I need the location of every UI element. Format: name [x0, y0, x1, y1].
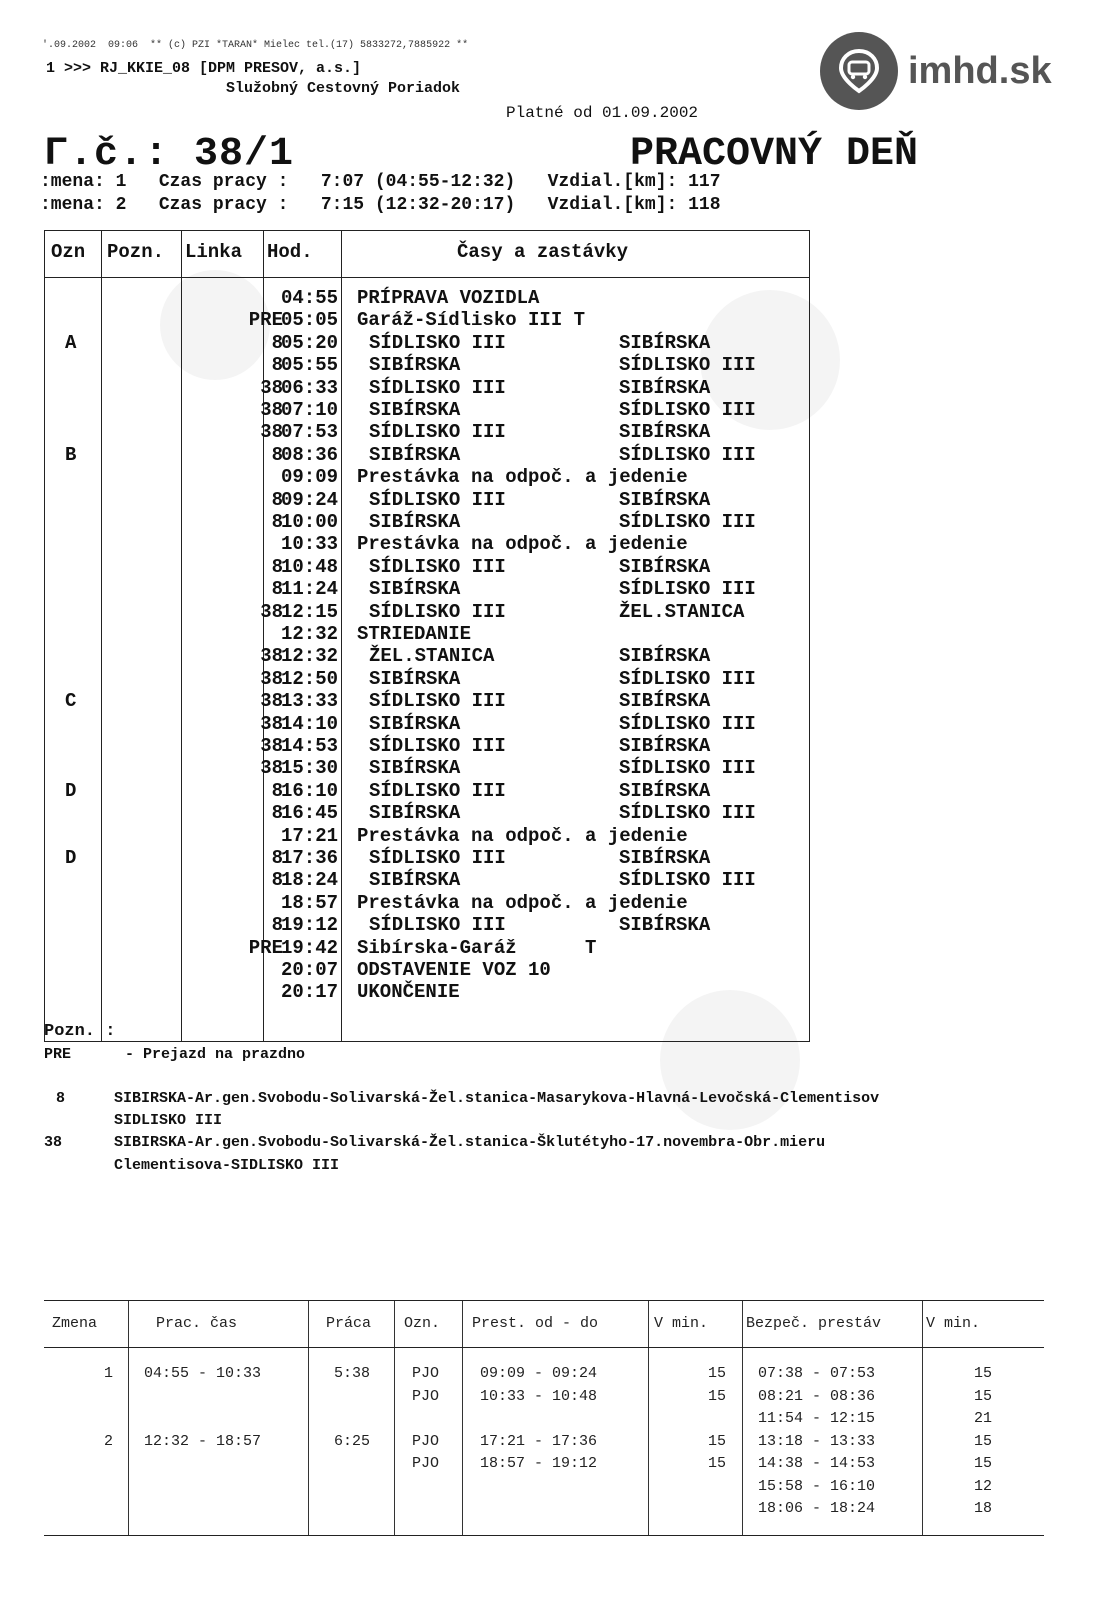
summary-row	[44, 1455, 1044, 1478]
col-zmena: Zmena	[52, 1315, 98, 1332]
row-time: 17:21	[281, 824, 339, 847]
col-ozn2: Ozn.	[404, 1315, 441, 1332]
summary-row	[44, 1433, 1044, 1456]
row-time: 04:55	[281, 287, 339, 309]
row-from-stop: SIBÍRSKA	[369, 757, 461, 780]
row-line: 38	[260, 645, 283, 668]
row-desc: Prestávka na odpoč. a jedenie	[357, 533, 688, 556]
row-to-stop: SIBÍRSKA	[619, 779, 711, 802]
table-row	[45, 466, 809, 489]
row-from-stop: SIBÍRSKA	[369, 869, 461, 892]
imhd-logo	[820, 32, 1052, 110]
row-line: 38	[260, 690, 283, 713]
sum-zmena: 2	[104, 1432, 114, 1450]
table-row	[45, 914, 809, 937]
row-time: 09:09	[281, 466, 339, 489]
row-time: 19:12	[281, 914, 339, 937]
row-to-stop: SÍDLISKO III	[619, 578, 756, 601]
row-desc: UKONČENIE	[357, 981, 460, 1004]
row-time: 09:24	[281, 488, 339, 511]
row-time: 18:57	[281, 891, 339, 914]
row-from-stop: SÍDLISKO III	[369, 847, 506, 869]
row-time: 05:20	[281, 331, 339, 354]
row-line: 38	[260, 399, 283, 421]
row-from-stop: SÍDLISKO III	[369, 488, 506, 511]
row-time: 11:24	[281, 578, 339, 601]
row-desc: Sibírska-Garáž T	[357, 936, 597, 959]
row-from-stop: SIBÍRSKA	[369, 354, 461, 377]
col-prest: Prest. od - do	[472, 1315, 599, 1332]
row-time: 10:48	[281, 555, 339, 578]
row-line: 8	[271, 488, 283, 511]
row-ozn: D	[65, 779, 77, 802]
table-row	[45, 690, 809, 713]
row-line: PRE	[248, 936, 283, 959]
row-to-stop: SIBÍRSKA	[619, 735, 711, 757]
row-time: 08:36	[281, 443, 339, 466]
row-line: PRE	[248, 309, 283, 332]
sum-prac-cas: 04:55 - 10:33	[144, 1365, 262, 1382]
table-row	[45, 578, 809, 601]
row-desc: Prestávka na odpoč. a jedenie	[357, 891, 688, 914]
sum-vmin: 15	[708, 1455, 727, 1472]
sum-praca: 6:25	[334, 1432, 371, 1450]
row-to-stop: SÍDLISKO III	[619, 354, 756, 377]
row-to-stop: SÍDLISKO III	[619, 443, 756, 466]
row-time: 10:00	[281, 511, 339, 533]
row-to-stop: SÍDLISKO III	[619, 802, 756, 825]
row-to-stop: SÍDLISKO III	[619, 869, 756, 892]
sum-vmin2: 12	[974, 1477, 993, 1495]
sum-prest: 09:09 - 09:24	[480, 1365, 598, 1382]
sum-vmin2: 15	[974, 1365, 993, 1382]
row-time: 12:15	[281, 600, 339, 623]
row-line: 8	[271, 802, 283, 825]
table-row	[45, 757, 809, 780]
table-row	[45, 959, 809, 982]
table-row	[45, 556, 809, 579]
row-time: 13:33	[281, 690, 339, 713]
row-to-stop: SÍDLISKO III	[619, 757, 756, 780]
row-line: 8	[271, 354, 283, 377]
table-row	[45, 668, 809, 691]
sum-bezpec: 14:38 - 14:53	[758, 1455, 876, 1472]
schedule-table	[44, 230, 810, 1042]
summary-table	[44, 1300, 1044, 1536]
col-stops: Časy a zastávky	[457, 241, 629, 263]
col-vmin: V min.	[654, 1315, 709, 1332]
row-from-stop: SIBÍRSKA	[369, 443, 461, 466]
sum-vmin2: 15	[974, 1455, 993, 1472]
table-row	[45, 780, 809, 803]
table-row	[45, 825, 809, 848]
row-to-stop: SÍDLISKO III	[619, 667, 756, 690]
row-to-stop: SIBÍRSKA	[619, 488, 711, 511]
row-from-stop: SÍDLISKO III	[369, 331, 506, 354]
sum-vmin2: 21	[974, 1410, 993, 1427]
row-time: 14:53	[281, 735, 339, 757]
row-from-stop: SÍDLISKO III	[369, 421, 506, 444]
row-time: 16:45	[281, 802, 339, 825]
row-line: 38	[260, 376, 283, 399]
row-to-stop: SIBÍRSKA	[619, 914, 711, 937]
row-time: 16:10	[281, 779, 339, 802]
row-time: 17:36	[281, 847, 339, 869]
row-desc: Prestávka na odpoč. a jedenie	[357, 466, 688, 489]
row-line: 38	[260, 421, 283, 444]
note-pre: PRE - Prejazd na prazdno	[44, 1046, 306, 1063]
row-line: 38	[260, 735, 283, 757]
sum-zmena: 1	[104, 1365, 114, 1382]
table-row	[45, 713, 809, 736]
row-to-stop: SIBÍRSKA	[619, 555, 711, 578]
row-from-stop: ŽEL.STANICA	[369, 645, 495, 668]
row-from-stop: SÍDLISKO III	[369, 555, 506, 578]
row-from-stop: SIBÍRSKA	[369, 578, 461, 601]
route-38-stops-cont: Clementisova-SIDLISKO III	[114, 1157, 340, 1174]
sum-ozn: PJO	[412, 1432, 440, 1450]
row-desc: Garáž-Sídlisko III T	[357, 309, 586, 332]
row-time: 20:17	[281, 981, 339, 1004]
table-row	[45, 287, 809, 310]
col-hod: Hod.	[267, 241, 313, 263]
row-line: 38	[260, 667, 283, 690]
row-to-stop: SIBÍRSKA	[619, 331, 711, 354]
row-time: 05:55	[281, 354, 339, 377]
route-8-number: 8	[56, 1090, 66, 1107]
col-pozn: Pozn.	[107, 241, 165, 263]
row-to-stop: SIBÍRSKA	[619, 645, 711, 668]
col-vmin2: V min.	[926, 1315, 981, 1332]
sum-ozn: PJO	[412, 1455, 440, 1472]
sum-praca: 5:38	[334, 1365, 371, 1382]
table-row	[45, 533, 809, 556]
col-prac-cas: Prac. čas	[156, 1315, 238, 1332]
row-line: 38	[260, 600, 283, 623]
row-time: 18:24	[281, 869, 339, 892]
row-to-stop: SÍDLISKO III	[619, 712, 756, 735]
sum-prest: 18:57 - 19:12	[480, 1455, 598, 1472]
row-line: 38	[260, 757, 283, 780]
col-ozn: Ozn	[51, 241, 86, 263]
row-desc: STRIEDANIE	[357, 623, 472, 645]
page-title: Г.č.: 38/1	[44, 132, 295, 177]
summary-row	[44, 1478, 1044, 1501]
sum-vmin2: 15	[974, 1387, 993, 1405]
table-row	[45, 399, 809, 422]
row-to-stop: SIBÍRSKA	[619, 376, 711, 399]
route-8-stops: SIBIRSKA-Ar.gen.Svobodu-Solivarská-Žel.stanica-Masarykova-Hlavná-Levočská-Clementisov	[114, 1090, 880, 1107]
row-line: 8	[271, 511, 283, 533]
row-desc: Prestávka na odpoč. a jedenie	[357, 824, 688, 847]
document-id: 1 >>> RJ_KKIE_08 [DPM PRESOV, a.s.]	[46, 60, 362, 77]
print-meta: '.09.2002 09:06 ** (c) PZI *TARAN* Mielec tel.(17) 5833272,7885922 **	[42, 40, 469, 51]
row-time: 10:33	[281, 533, 339, 556]
summary-row	[44, 1365, 1044, 1388]
table-row	[45, 802, 809, 825]
row-ozn: D	[65, 847, 77, 869]
row-line: 8	[271, 578, 283, 601]
col-linka: Linka	[185, 241, 243, 263]
table-row	[45, 354, 809, 377]
sum-bezpec: 15:58 - 16:10	[758, 1477, 876, 1495]
table-row	[45, 421, 809, 444]
row-time: 14:10	[281, 712, 339, 735]
valid-from: Platné od 01.09.2002	[506, 104, 699, 122]
row-line: 38	[260, 712, 283, 735]
row-ozn: A	[65, 331, 77, 354]
row-time: 12:32	[281, 623, 339, 645]
row-line: 8	[271, 555, 283, 578]
row-from-stop: SÍDLISKO III	[369, 914, 506, 937]
table-row	[45, 377, 809, 400]
sum-vmin: 15	[708, 1365, 727, 1382]
row-to-stop: SÍDLISKO III	[619, 511, 756, 533]
row-from-stop: SIBÍRSKA	[369, 399, 461, 421]
row-to-stop: SIBÍRSKA	[619, 421, 711, 444]
table-row	[45, 444, 809, 467]
logo-text: imhd.sk	[908, 49, 1052, 92]
row-from-stop: SÍDLISKO III	[369, 690, 506, 713]
day-type: PRACOVNÝ DEŇ	[630, 132, 919, 177]
sum-bezpec: 13:18 - 13:33	[758, 1432, 876, 1450]
sum-ozn: PJO	[412, 1365, 440, 1382]
table-row	[45, 601, 809, 624]
schedule-header	[45, 231, 809, 278]
row-to-stop: SÍDLISKO III	[619, 399, 756, 421]
row-line: 8	[271, 847, 283, 869]
table-row	[45, 847, 809, 870]
sum-vmin2: 15	[974, 1432, 993, 1450]
row-ozn: B	[65, 443, 77, 466]
row-line: 8	[271, 869, 283, 892]
row-time: 12:50	[281, 667, 339, 690]
row-line: 8	[271, 331, 283, 354]
sum-prest: 17:21 - 17:36	[480, 1432, 598, 1450]
row-from-stop: SÍDLISKO III	[369, 376, 506, 399]
sum-bezpec: 07:38 - 07:53	[758, 1365, 876, 1382]
table-row	[45, 332, 809, 355]
sum-prac-cas: 12:32 - 18:57	[144, 1432, 262, 1450]
table-row	[45, 511, 809, 534]
row-time: 06:33	[281, 376, 339, 399]
summary-row	[44, 1388, 1044, 1411]
row-desc: ODSTAVENIE VOZ 10	[357, 959, 551, 981]
row-line: 8	[271, 779, 283, 802]
summary-row	[44, 1500, 1044, 1523]
sum-vmin2: 18	[974, 1500, 993, 1517]
table-row	[45, 981, 809, 1004]
col-praca: Práca	[326, 1315, 372, 1332]
row-line: 8	[271, 443, 283, 466]
table-row	[45, 645, 809, 668]
sum-vmin: 15	[708, 1432, 727, 1450]
row-time: 19:42	[281, 936, 339, 959]
table-row	[45, 489, 809, 512]
table-row	[45, 623, 809, 646]
shift-1-info: :mena: 1 Czas pracy : 7:07 (04:55-12:32) Vzdial.[km]: 117	[40, 172, 721, 192]
col-bezpec: Bezpeč. prestáv	[746, 1315, 882, 1332]
table-row	[45, 735, 809, 758]
row-from-stop: SÍDLISKO III	[369, 600, 506, 623]
row-ozn: C	[65, 690, 77, 713]
route-38-stops: SIBIRSKA-Ar.gen.Svobodu-Solivarská-Žel.stanica-Šklutétyho-17.novembra-Obr.mieru	[114, 1134, 826, 1151]
row-to-stop: ŽEL.STANICA	[619, 600, 745, 623]
table-row	[45, 869, 809, 892]
route-38-number: 38	[44, 1134, 63, 1151]
row-line: 8	[271, 914, 283, 937]
shift-2-info: :mena: 2 Czas pracy : 7:15 (12:32-20:17) Vzdial.[km]: 118	[40, 195, 721, 215]
sum-bezpec: 08:21 - 08:36	[758, 1387, 876, 1405]
row-time: 07:53	[281, 421, 339, 444]
row-from-stop: SIBÍRSKA	[369, 712, 461, 735]
row-from-stop: SIBÍRSKA	[369, 802, 461, 825]
summary-header	[44, 1301, 1044, 1348]
row-from-stop: SIBÍRSKA	[369, 511, 461, 533]
route-8-stops-cont: SIDLISKO III	[114, 1112, 223, 1129]
sum-vmin: 15	[708, 1387, 727, 1405]
bus-pin-icon	[820, 32, 898, 110]
row-time: 12:32	[281, 645, 339, 668]
row-to-stop: SIBÍRSKA	[619, 690, 711, 713]
row-time: 15:30	[281, 757, 339, 780]
row-time: 07:10	[281, 399, 339, 421]
sum-ozn: PJO	[412, 1387, 440, 1405]
row-from-stop: SÍDLISKO III	[369, 735, 506, 757]
notes-heading: Pozn. :	[44, 1022, 116, 1041]
table-row	[45, 937, 809, 960]
row-from-stop: SIBÍRSKA	[369, 667, 461, 690]
table-row	[45, 892, 809, 915]
row-time: 20:07	[281, 959, 339, 981]
sum-bezpec: 11:54 - 12:15	[758, 1410, 876, 1427]
sum-prest: 10:33 - 10:48	[480, 1387, 598, 1405]
row-time: 05:05	[281, 309, 339, 332]
summary-row	[44, 1410, 1044, 1433]
sum-bezpec: 18:06 - 18:24	[758, 1500, 876, 1517]
table-row	[45, 309, 809, 332]
document-type: Služobný Cestovný Poriadok	[226, 80, 461, 97]
row-to-stop: SIBÍRSKA	[619, 847, 711, 869]
row-desc: PRÍPRAVA VOZIDLA	[357, 287, 540, 309]
row-from-stop: SÍDLISKO III	[369, 779, 506, 802]
